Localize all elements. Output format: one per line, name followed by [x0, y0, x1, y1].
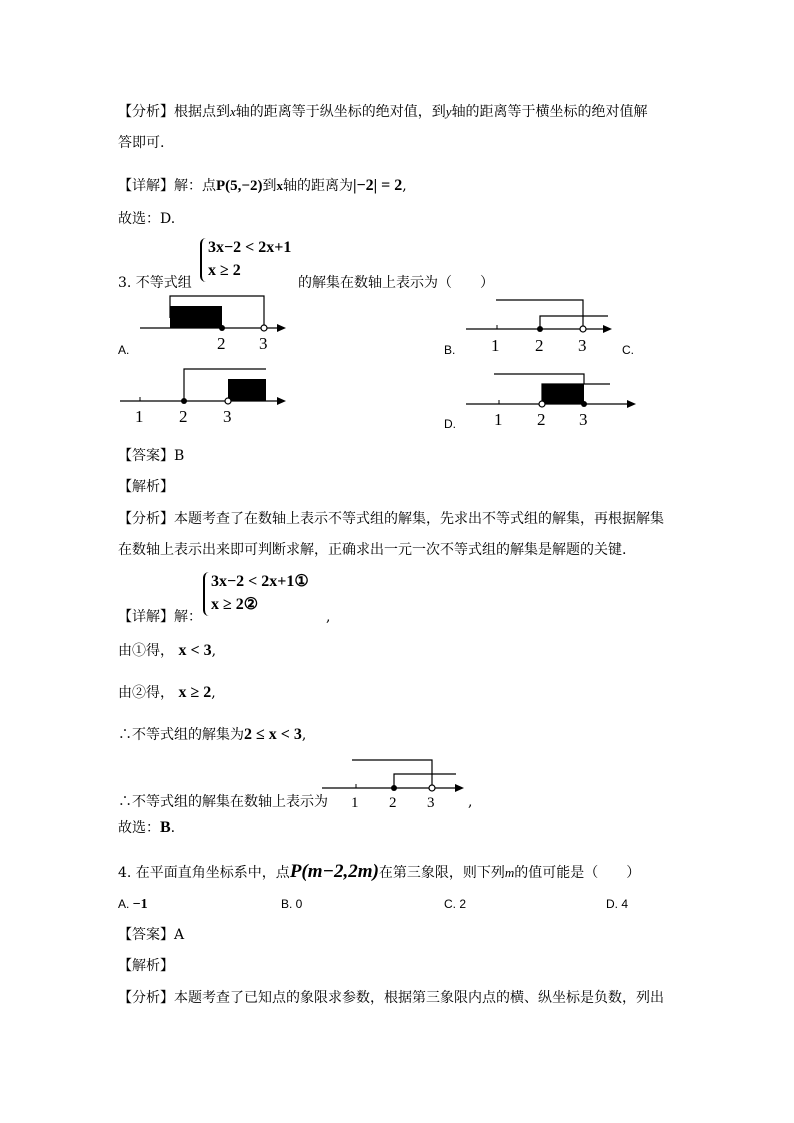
q4-text-c: 的值可能是（ ）	[514, 865, 641, 881]
step-text: 由	[118, 685, 132, 701]
open-dot	[225, 398, 231, 404]
tick-3: 3	[578, 336, 587, 355]
detail-3-step-2	[118, 683, 216, 703]
option-label: A.	[118, 897, 130, 911]
option-b-label: B.	[444, 343, 456, 357]
tick-1: 1	[135, 407, 144, 426]
detail-tag: 【详解】	[118, 178, 174, 194]
open-dot	[580, 326, 586, 332]
q4-option-b: B. 0	[281, 897, 303, 911]
analysis-3-line-1: 【分析】本题考查了在数轴上表示不等式组的解集，先求出不等式组的解集，再根据解集	[118, 511, 664, 527]
arrow-head	[603, 325, 612, 333]
jiexi-4: 【解析】	[118, 958, 174, 974]
range-bracket-lower	[394, 774, 456, 788]
abs-expression: |−2| = 2	[352, 177, 403, 194]
q3-tail: 的解集在数轴上表示为（ ）	[298, 275, 494, 291]
range-bracket-upper	[494, 374, 584, 384]
analysis-tag: 【分析】	[118, 104, 174, 120]
choose-answer: B	[160, 819, 171, 836]
open-dot	[261, 325, 267, 331]
system-brace	[200, 238, 207, 282]
option-a-label: A.	[118, 343, 130, 357]
var-x: x	[230, 104, 236, 119]
var-y: y	[445, 104, 452, 119]
answer-3: 【答案】B	[118, 448, 185, 464]
choose-3	[118, 818, 175, 838]
detail-1-line	[118, 176, 407, 196]
closed-dot	[537, 326, 543, 332]
choose-1: 故选：D.	[118, 211, 176, 227]
arrow-head	[455, 784, 464, 792]
detail-3-system-line-1: 3x−2 < 2x+1①	[211, 573, 309, 590]
closed-dot	[581, 401, 587, 407]
number-line-a	[140, 292, 290, 352]
q4-option-a	[118, 894, 148, 915]
shaded-block	[228, 379, 266, 401]
axis-x: x	[276, 178, 283, 193]
solution-range: 2 ≤ x < 3	[244, 726, 302, 743]
step-text: 得，	[146, 685, 174, 701]
tick-3: 3	[223, 407, 232, 426]
open-dot	[539, 401, 545, 407]
analysis-1-line-2: 答即可.	[118, 135, 165, 151]
shaded-block	[542, 384, 584, 404]
answer-4: 【答案】A	[118, 927, 185, 943]
tick-2: 2	[179, 407, 188, 426]
analysis-1-text-c: 轴的距离等于横坐标的绝对值解	[451, 104, 648, 120]
step-result: x ≥ 2	[178, 684, 212, 701]
q4-text-b: 在第三象限，则下列	[378, 865, 505, 881]
q4-option-d: D. 4	[606, 897, 629, 911]
number-line-c	[120, 365, 290, 425]
open-dot	[429, 785, 435, 791]
tick-2: 2	[389, 795, 397, 811]
number-line-b	[466, 296, 626, 356]
detail-3-step-3	[118, 725, 306, 745]
choose-text: 故选：	[118, 820, 160, 836]
jiexi-3: 【解析】	[118, 479, 174, 495]
detail-3-comma: ,	[326, 609, 331, 625]
period: .	[170, 820, 176, 836]
q4-stem	[118, 862, 640, 883]
detail-3-step-4: ∴不等式组的解集在数轴上表示为	[118, 794, 328, 810]
number-line-solution	[322, 758, 472, 818]
q3-system-line-1: 3x−2 < 2x+1	[208, 239, 292, 256]
step-text: ∴不等式组的解集为	[118, 727, 244, 743]
tick-1: 1	[351, 795, 359, 811]
step-result: x < 3	[178, 642, 212, 659]
closed-dot	[219, 325, 225, 331]
analysis-1-line-1	[118, 102, 648, 122]
detail-3-step-4-end: ,	[468, 794, 473, 810]
tick-3: 3	[259, 334, 268, 353]
analysis-4-line-1: 【分析】本题考查了已知点的象限求参数，根据第三象限内点的横、纵坐标是负数，列出	[118, 990, 664, 1006]
step-text: 由	[118, 643, 132, 659]
var-m: m	[504, 865, 515, 880]
detail-1-text-a: 解：点	[174, 178, 216, 194]
arrow-head	[277, 397, 286, 405]
q4-option-c: C. 2	[444, 897, 467, 911]
comma: ,	[301, 727, 307, 743]
closed-dot	[181, 398, 187, 404]
closed-dot	[391, 785, 397, 791]
comma: ,	[402, 178, 407, 194]
detail-3-step-1	[118, 641, 216, 661]
q4-text-a: 4. 在平面直角坐标系中，点	[118, 865, 290, 881]
tick-3: 3	[427, 795, 435, 811]
detail-3-tag: 【详解】解：	[118, 609, 202, 625]
point-p: P(5,−2)	[216, 178, 263, 194]
detail-1-text-c: 轴的距离为	[282, 178, 353, 194]
tick-1: 1	[491, 336, 500, 355]
option-c-label: C.	[622, 343, 634, 357]
tick-3: 3	[579, 410, 588, 429]
comma: ,	[211, 643, 217, 659]
q3-number: 3. 不等式组	[118, 275, 192, 291]
option-d-label: D.	[444, 417, 456, 431]
tick-2: 2	[537, 410, 546, 429]
option-value: −1	[132, 897, 148, 912]
analysis-1-text-b: 轴的距离等于纵坐标的绝对值，到	[235, 104, 446, 120]
tick-2: 2	[535, 336, 544, 355]
tick-1: 1	[494, 410, 503, 429]
system-brace	[203, 572, 210, 616]
arrow-head	[277, 324, 286, 332]
circled-2: ②	[132, 685, 146, 701]
q3-system-line-2: x ≥ 2	[208, 262, 241, 279]
step-text: 得，	[146, 643, 174, 659]
point-p: P(m−2,2m)	[289, 861, 379, 882]
circled-1: ①	[132, 643, 146, 659]
analysis-1-text-a: 根据点到	[174, 104, 230, 120]
detail-1-text-b: 到	[262, 178, 277, 194]
detail-3-system-line-2: x ≥ 2②	[211, 596, 259, 613]
tick-2: 2	[217, 334, 226, 353]
shaded-block	[170, 306, 222, 328]
number-line-d	[466, 370, 646, 430]
range-bracket-lower	[540, 316, 608, 329]
analysis-3-line-2: 在数轴上表示出来即可判断求解，正确求出一元一次不等式组的解集是解题的关键.	[118, 542, 627, 558]
arrow-head	[627, 400, 636, 408]
comma: ,	[211, 685, 216, 701]
